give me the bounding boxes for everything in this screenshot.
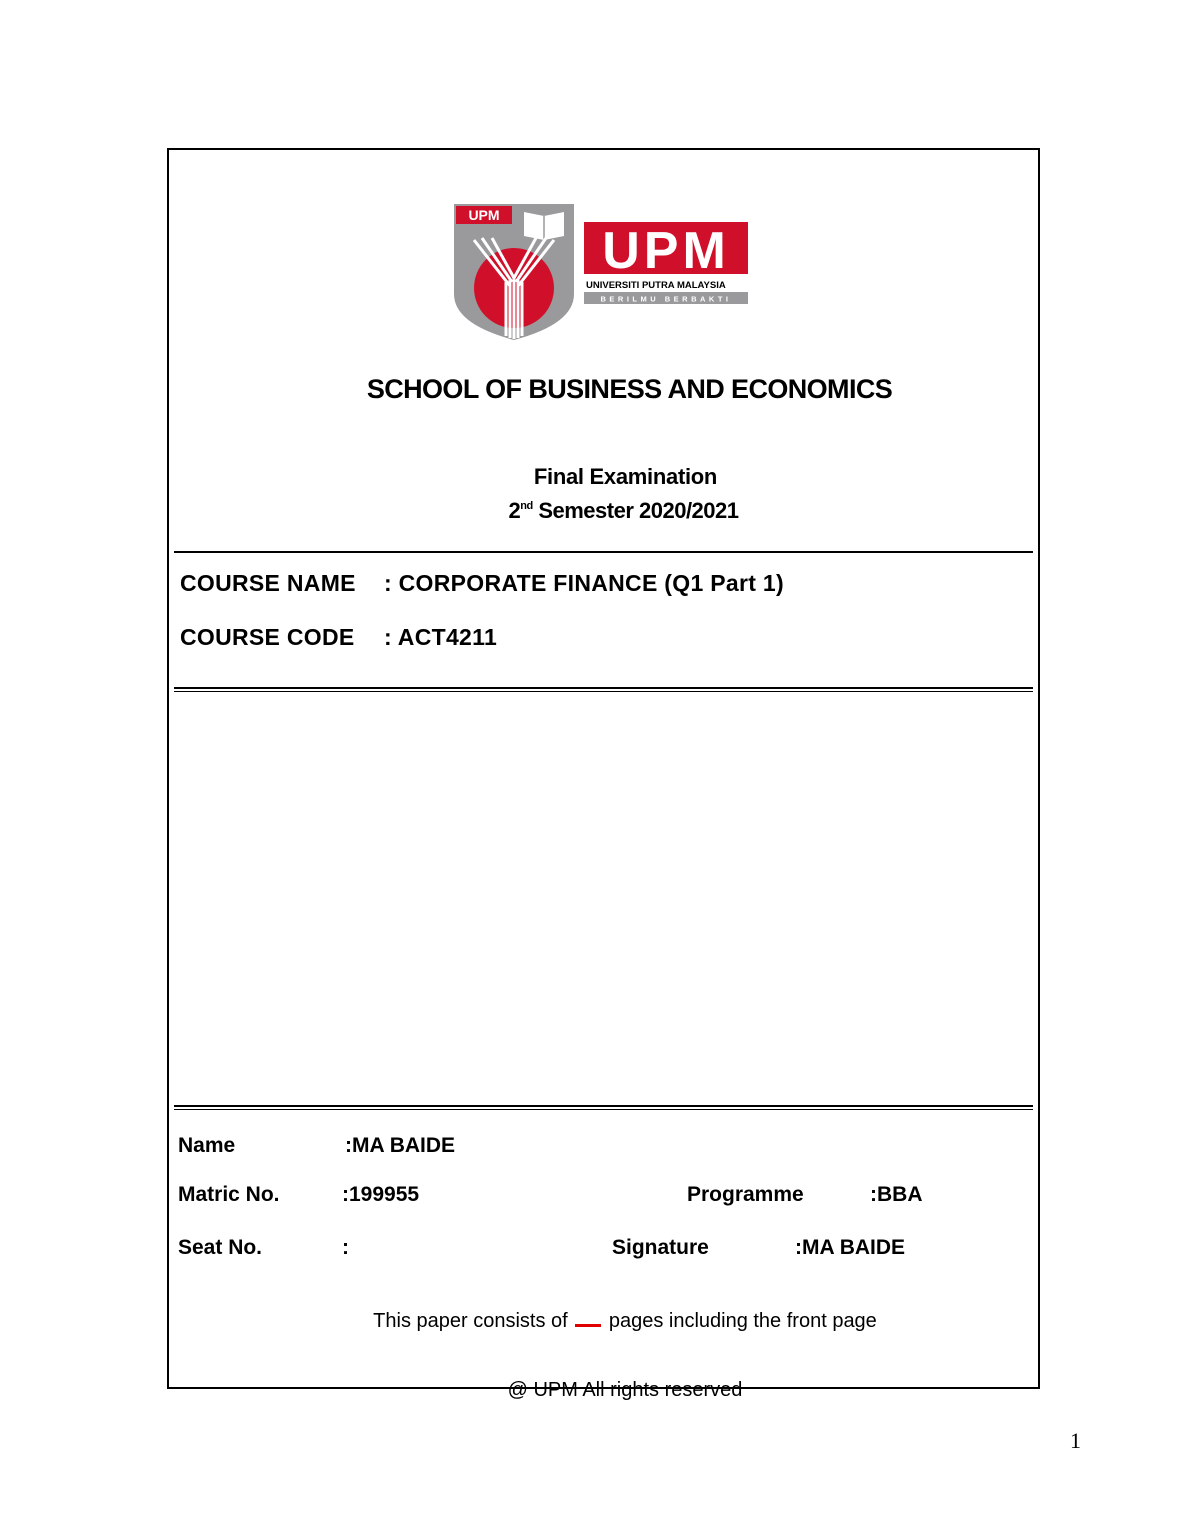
semester-line — [167, 498, 1080, 524]
candidate-divider-bottom — [174, 1109, 1033, 1110]
seat-label: Seat No. — [178, 1236, 263, 1259]
course-code-label: COURSE CODE — [180, 624, 355, 650]
candidate-divider-top — [174, 1105, 1033, 1107]
page-count-note — [167, 1308, 1083, 1333]
school-title: SCHOOL OF BUSINESS AND ECONOMICS — [366, 374, 893, 404]
programme-value: :BBA — [870, 1183, 923, 1206]
semester-text: Semester 2020/2021 — [538, 498, 739, 523]
signature-label: Signature — [612, 1236, 709, 1259]
svg-text:UPM: UPM — [468, 207, 500, 223]
svg-text:UNIVERSITI PUTRA MALAYSIA: UNIVERSITI PUTRA MALAYSIA — [586, 280, 726, 291]
programme-label: Programme — [687, 1183, 804, 1206]
svg-text:UPM: UPM — [602, 222, 730, 280]
header-divider — [174, 551, 1033, 553]
name-label: Name — [178, 1134, 236, 1157]
semester-suffix: nd — [520, 500, 533, 512]
course-divider-top — [174, 687, 1033, 689]
matric-label: Matric No. — [178, 1183, 280, 1206]
upm-logo — [452, 202, 750, 342]
copyright-notice: @ UPM All rights reserved — [507, 1379, 743, 1401]
matric-value: :199955 — [342, 1183, 420, 1206]
page-count-text-after: pages including the front page — [608, 1310, 877, 1332]
course-code-value: : ACT4211 — [384, 624, 498, 650]
semester-number: 2 — [508, 498, 521, 523]
signature-value: :MA BAIDE — [795, 1236, 906, 1259]
course-name-label: COURSE NAME — [180, 570, 356, 596]
page-count-blank — [575, 1308, 601, 1327]
page-number: 1 — [1070, 1428, 1081, 1453]
seat-value: : — [342, 1236, 349, 1259]
exam-title: Final Examination — [533, 464, 718, 489]
upm-wordmark — [584, 222, 748, 304]
course-name-value: : CORPORATE FINANCE (Q1 Part 1) — [384, 570, 784, 596]
upm-shield-emblem — [454, 204, 574, 340]
svg-text:BERILMU BERBAKTI: BERILMU BERBAKTI — [600, 294, 732, 304]
page-count-text-before: This paper consists of — [373, 1310, 568, 1332]
course-divider-bottom — [174, 691, 1033, 692]
name-value: :MA BAIDE — [345, 1134, 456, 1157]
